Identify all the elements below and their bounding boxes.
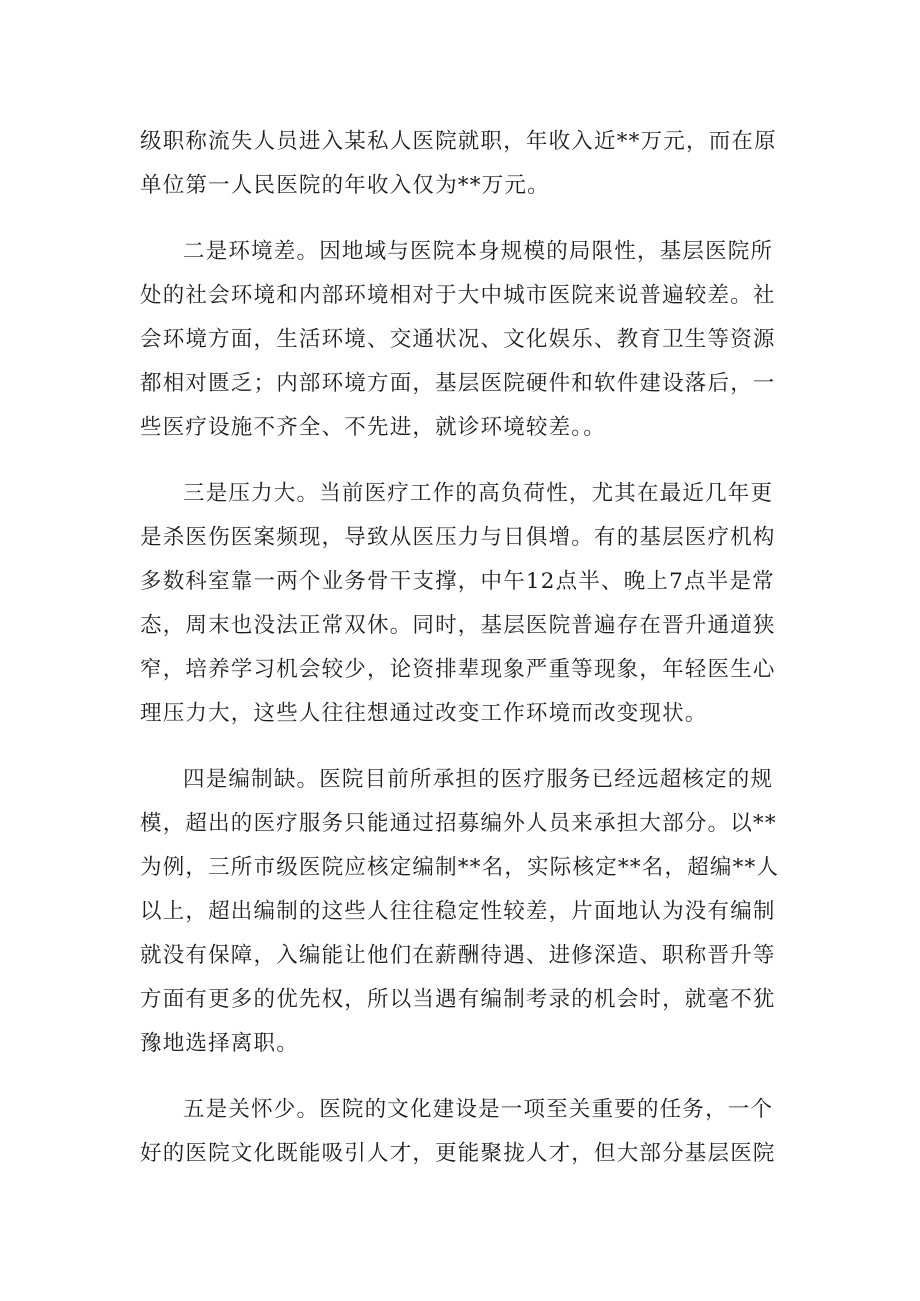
paragraph-pressure: 三是压力大。当前医疗工作的高负荷性，尤其在最近几年更是杀医伤医案频现，导致从医压力与日俱增。有的基层医疗机构多数科室靠一两个业务骨干支撑，中午12点半、晚上7点半是常态，周末也没法正常双休。同时，基层医院普遍存在晋升通道狭窄，培养学习机会较少，论资排辈现象严重等现象，年轻医生心理压力大，这些人往往想通过改变工作环境而改变现状。 xyxy=(140,481,776,726)
document-body xyxy=(140,120,784,1198)
paragraph-care: 五是关怀少。医院的文化建设是一项至关重要的任务，一个好的医院文化既能吸引人才，更能聚拢人才，但大部分基层医院 xyxy=(140,1097,776,1166)
paragraph-staffing: 四是编制缺。医院目前所承担的医疗服务已经远超核定的规模，超出的医疗服务只能通过招募编外人员来承担大部分。以**为例，三所市级医院应核定编制**名，实际核定**名，超编**人以上，超出编制的这些人往往稳定性较差，片面地认为没有编制就没有保障，入编能让他们在薪酬待遇、进修深造、职称晋升等方面有更多的优先权，所以当遇有编制考录的机会时，就毫不犹豫地选择离职。 xyxy=(140,767,780,1056)
paragraph-environment: 二是环境差。因地域与医院本身规模的局限性，基层医院所处的社会环境和内部环境相对于大中城市医院来说普遍较差。社会环境方面，生活环境、交通状况、文化娱乐、教育卫生等资源都相对匮乏；内部环境方面，基层医院硬件和软件建设落后，一些医疗设施不齐全、不先进，就诊环境较差。。 xyxy=(140,239,776,440)
paragraph-continuation: 级职称流失人员进入某私人医院就职，年收入近**万元，而在原单位第一人民医院的年收入仅为**万元。 xyxy=(140,129,777,198)
